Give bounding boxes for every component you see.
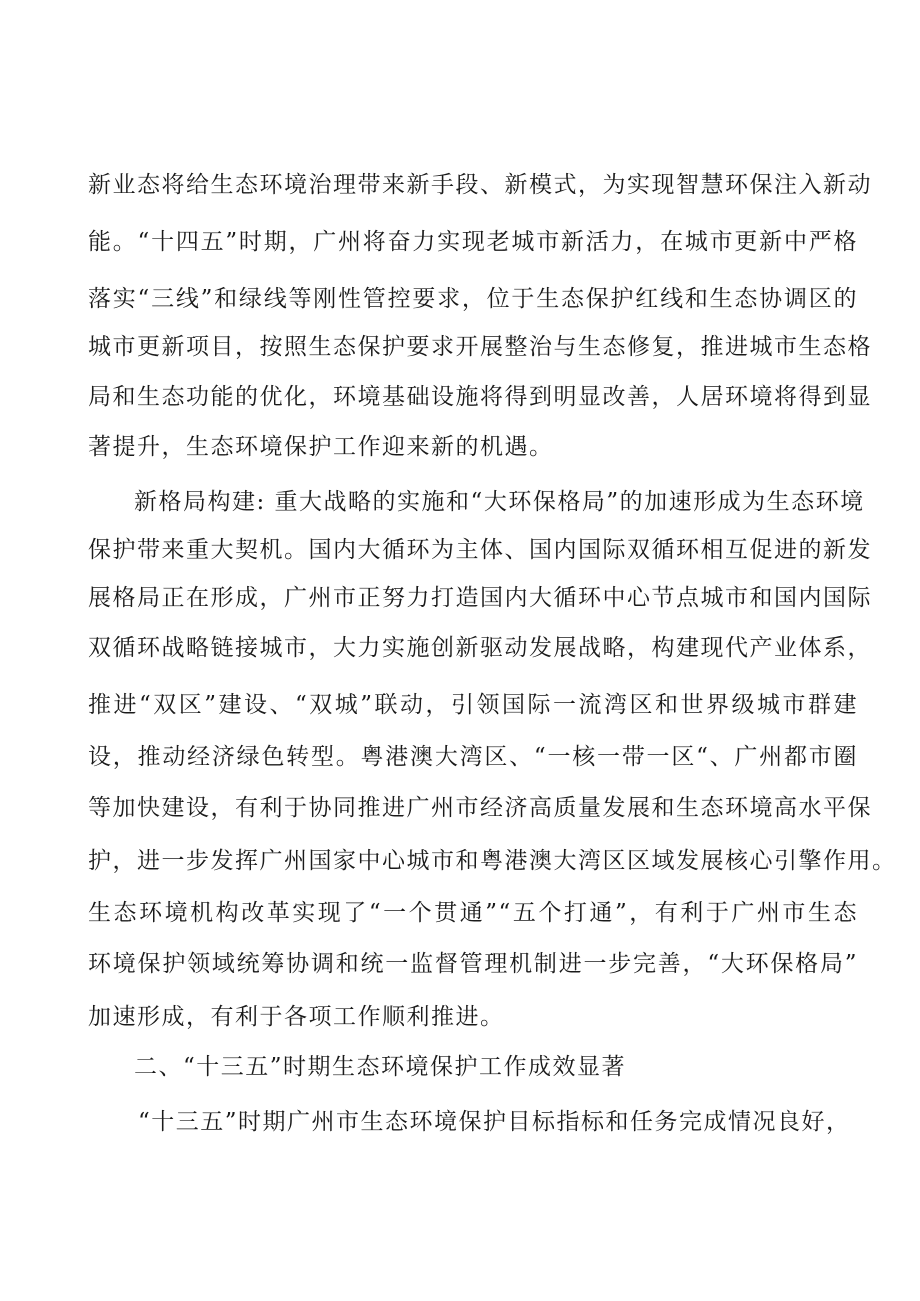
- paragraph-2-line-11: 加速形成，有利于各项工作顺利推进。: [88, 1004, 505, 1030]
- paragraph-1-line-2: 能。“十四五”时期，广州将奋力实现老城市新活力，在城市更新中严格: [88, 229, 858, 255]
- paragraph-1-line-4: 城市更新项目，按照生态保护要求开展整治与生态修复，推进城市生态格: [88, 334, 872, 360]
- paragraph-2-line-8: 护，进一步发挥广州国家中心城市和粤港澳大湾区区域发展核心引擎作用。: [88, 848, 897, 874]
- paragraph-2-line-5: 推进“双区”建设、“双城”联动，引领国际一流湾区和世界级城市群建: [88, 692, 858, 718]
- paragraph-1-line-5: 局和生态功能的优化，环境基础设施将得到明显改善，人居环境将得到显: [88, 384, 872, 410]
- paragraph-1-line-6: 著提升，生态环境保护工作迎来新的机遇。: [88, 434, 554, 460]
- paragraph-2-line-6: 设，推动经济绿色转型。粤港澳大湾区、“一核一带一区“、广州都市圈: [88, 744, 858, 770]
- paragraph-2-line-10: 环境保护领域统筹协调和统一监督管理机制进一步完善，“大环保格局”: [88, 951, 858, 977]
- paragraph-3-line-1: “十三五”时期广州市生态环境保护目标指标和任务完成情况良好，: [138, 1109, 851, 1135]
- paragraph-2-line-2: 保护带来重大契机。国内大循环为主体、国内国际双循环相互促进的新发: [88, 537, 872, 563]
- paragraph-1-line-3: 落实“三线”和绿线等刚性管控要求，位于生态保护红线和生态协调区的: [88, 286, 858, 312]
- paragraph-2-line-7: 等加快建设，有利于协同推进广州市经济高质量发展和生态环境高水平保: [88, 795, 872, 821]
- paragraph-2-line-1: 新格局构建: 重大战略的实施和“大环保格局”的加速形成为生态环境: [134, 489, 865, 515]
- paragraph-2-line-4: 双循环战略链接城市，大力实施创新驱动发展战略，构建现代产业体系，: [88, 635, 872, 661]
- paragraph-2-line-9: 生态环境机构改革实现了“一个贯通”“五个打通”，有利于广州市生态: [88, 900, 858, 926]
- paragraph-2-line-3: 展格局正在形成，广州市正努力打造国内大循环中心节点城市和国内国际: [88, 585, 872, 611]
- section-heading: 二、“十三五”时期生态环境保护工作成效显著: [134, 1054, 627, 1080]
- paragraph-1-line-1: 新业态将给生态环境治理带来新手段、新模式，为实现智慧环保注入新动: [88, 172, 872, 198]
